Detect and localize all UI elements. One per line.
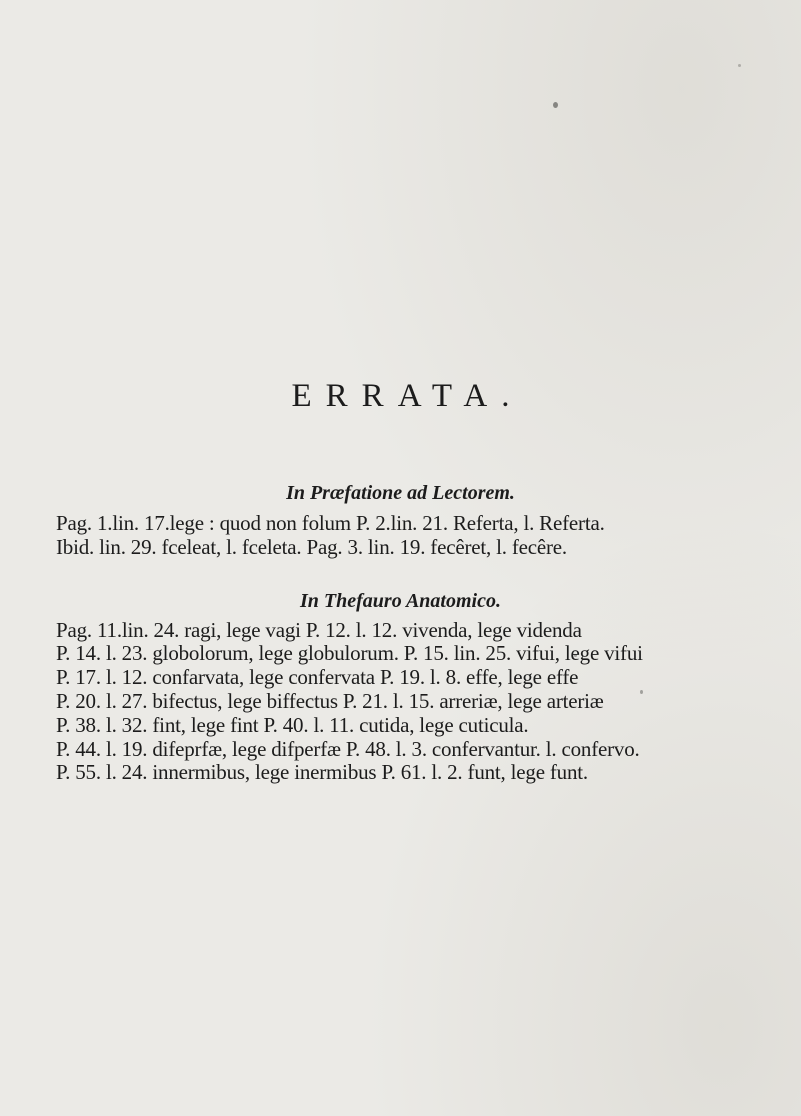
errata-line: Pag. 11.lin. 24. ragi, lege vagi P. 12. l. 12. vivenda, lege videnda <box>56 618 582 642</box>
errata-line: Pag. 1.lin. 17.lege : quod non folum P. 2.lin. 21. Referta, l. Referta. <box>56 511 605 535</box>
page-title: ERRATA. <box>291 378 524 414</box>
section-heading-thesaurus: In Thefauro Anatomico. <box>300 590 501 612</box>
errata-line: P. 44. l. 19. difeprfæ, lege difperfæ P. 48. l. 3. confervantur. l. confervo. <box>56 737 640 761</box>
errata-line: P. 38. l. 32. fint, lege fint P. 40. l. 11. cutida, lege cuticula. <box>56 713 529 737</box>
errata-line: P. 20. l. 27. bifectus, lege biffectus P. 21. l. 15. arreriæ, lege arteriæ <box>56 689 604 713</box>
errata-line: Ibid. lin. 29. fceleat, l. fceleta. Pag. 3. lin. 19. fecêret, l. fecêre. <box>56 535 567 559</box>
errata-line: P. 17. l. 12. confarvata, lege confervata P. 19. l. 8. effe, lege effe <box>56 665 579 689</box>
section-heading-preface: In Præfatione ad Lectorem. <box>286 482 515 504</box>
ink-speck <box>738 64 741 67</box>
errata-line: P. 55. l. 24. innermibus, lege inermibus P. 61. l. 2. funt, lege funt. <box>56 760 588 784</box>
ink-speck <box>553 102 558 108</box>
errata-line: P. 14. l. 23. globolorum, lege globulorum. P. 15. lin. 25. vifui, lege vifui <box>56 641 643 665</box>
